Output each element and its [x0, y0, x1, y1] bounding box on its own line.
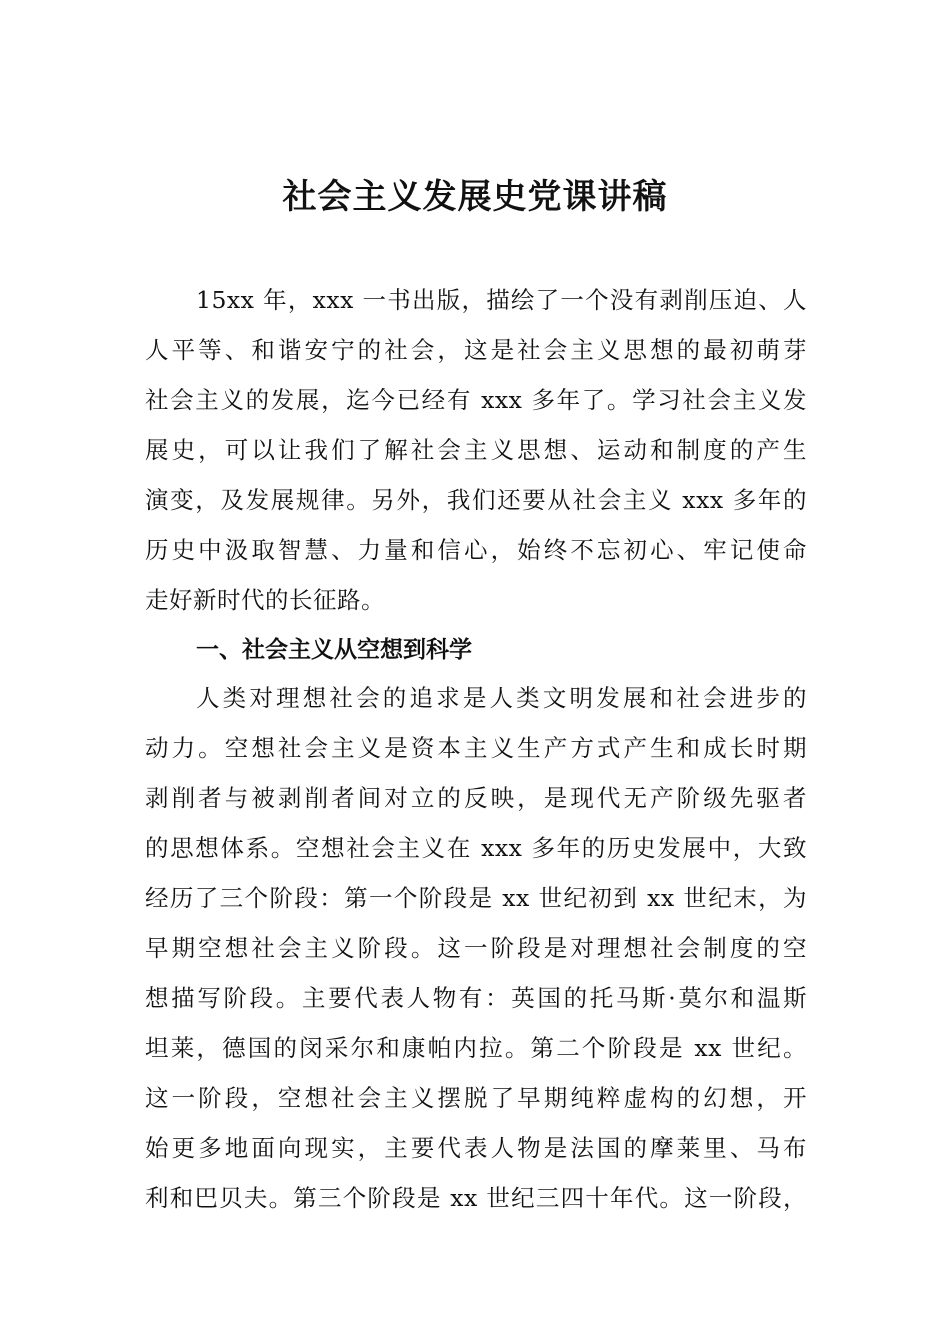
paragraph-line: 始更多地面向现实，主要代表人物是法国的摩莱里、马布: [145, 1134, 807, 1162]
paragraph-line: 的思想体系。空想社会主义在 xxx 多年的历史发展中，大致: [145, 834, 807, 862]
paragraph-line: 社会主义的发展，迄今已经有 xxx 多年了。学习社会主义发: [145, 386, 807, 414]
paragraph-line: 想描写阶段。主要代表人物有：英国的托马斯·莫尔和温斯: [145, 984, 807, 1012]
paragraph-line: 走好新时代的长征路。: [145, 586, 385, 614]
paragraph-line: 这一阶段，空想社会主义摆脱了早期纯粹虚构的幻想，开: [145, 1084, 807, 1112]
paragraph-line: 动力。空想社会主义是资本主义生产方式产生和成长时期: [145, 734, 807, 762]
paragraph-line: 人类对理想社会的追求是人类文明发展和社会进步的: [196, 684, 807, 712]
section-heading: 一、社会主义从空想到科学: [196, 637, 472, 663]
paragraph-line: 利和巴贝夫。第三个阶段是 xx 世纪三四十年代。这一阶段，: [145, 1184, 807, 1212]
paragraph-line: 经历了三个阶段：第一个阶段是 xx 世纪初到 xx 世纪末，为: [145, 884, 807, 912]
document-title: 社会主义发展史党课讲稿: [282, 177, 668, 217]
paragraph-line: 历史中汲取智慧、力量和信心，始终不忘初心、牢记使命: [145, 536, 807, 564]
paragraph-line: 演变，及发展规律。另外，我们还要从社会主义 xxx 多年的: [145, 486, 807, 514]
paragraph-line: 剥削者与被剥削者间对立的反映，是现代无产阶级先驱者: [145, 784, 807, 812]
paragraph-line: 人平等、和谐安宁的社会，这是社会主义思想的最初萌芽: [145, 336, 807, 364]
paragraph-line: 15xx 年，xxx 一书出版，描绘了一个没有剥削压迫、人: [196, 286, 807, 314]
paragraph-line: 坦莱，德国的闵采尔和康帕内拉。第二个阶段是 xx 世纪。: [145, 1034, 807, 1062]
paragraph-line: 早期空想社会主义阶段。这一阶段是对理想社会制度的空: [145, 934, 807, 962]
paragraph-line: 展史，可以让我们了解社会主义思想、运动和制度的产生: [145, 436, 807, 464]
